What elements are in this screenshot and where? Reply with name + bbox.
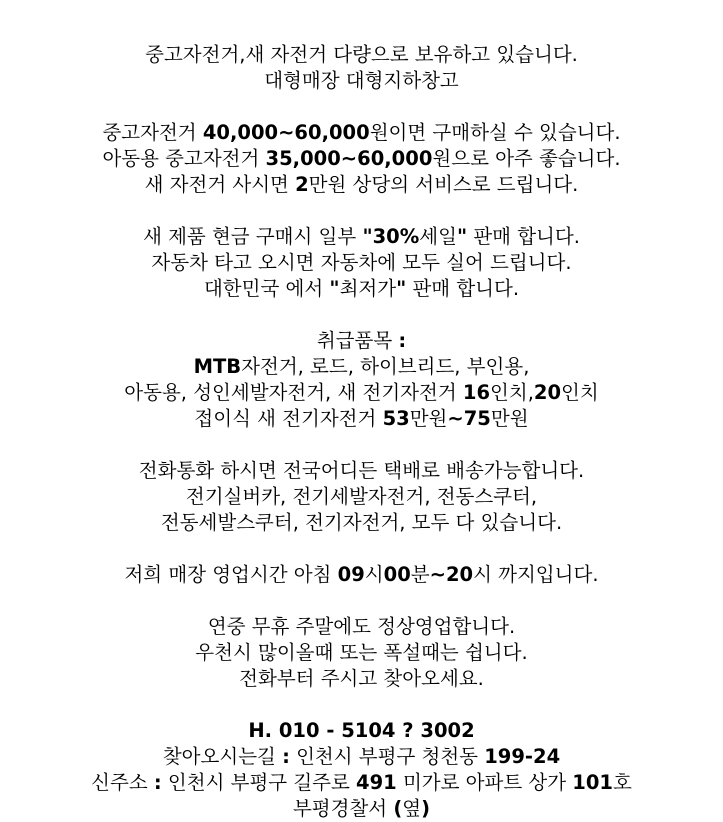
text-segment: 인천시 부평구 길주로	[161, 771, 357, 794]
text-segment: 취급품목	[316, 329, 399, 352]
paragraph-contact	[0, 718, 723, 822]
text-segment: 인치,	[490, 381, 534, 404]
text-line	[0, 354, 723, 380]
text-segment: 접이식 새 전기자전거	[194, 407, 383, 430]
text-line	[0, 484, 723, 510]
text-line	[0, 562, 723, 588]
paragraph-schedule	[0, 614, 723, 692]
text-line	[0, 328, 723, 354]
bold-text-segment: :	[282, 745, 290, 768]
text-line	[0, 224, 723, 250]
text-line	[0, 510, 723, 536]
paragraph-prices	[0, 120, 723, 198]
bold-text-segment: MTB	[193, 355, 242, 378]
text-segment: 만원	[490, 407, 529, 430]
text-segment: 시 까지입니다.	[473, 563, 599, 586]
bold-text-segment: 35,000~60,000	[265, 147, 433, 170]
text-line	[0, 68, 723, 94]
paragraph-sale	[0, 224, 723, 302]
bold-text-segment: :	[398, 329, 407, 352]
text-line	[0, 380, 723, 406]
paragraph-hours	[0, 562, 723, 588]
text-line	[0, 640, 723, 666]
paragraph-items	[0, 328, 723, 432]
paragraph-delivery	[0, 458, 723, 536]
text-segment: 미가로 아파트 상가	[396, 771, 573, 794]
text-line	[0, 172, 723, 198]
text-segment: 전기실버카, 전기세발자전거, 전동스쿠터,	[185, 485, 538, 508]
text-segment: 만원 상당의 서비스로 드립니다.	[308, 173, 579, 196]
text-segment: 연중 무휴 주말에도 정상영업합니다.	[207, 615, 516, 638]
bold-text-segment: ~75	[447, 407, 491, 430]
text-segment: 인천시 부평구 청천동	[289, 745, 485, 768]
bold-text-segment: 09	[337, 563, 365, 586]
bold-text-segment: 53	[382, 407, 410, 430]
text-line	[0, 42, 723, 68]
text-segment: 전화통화 하시면 전국어디든 택배로 배송가능합니다.	[138, 459, 585, 482]
text-line	[0, 770, 723, 796]
text-segment: 판매 합니다.	[467, 225, 580, 248]
text-segment: 찾아오시는길	[162, 745, 283, 768]
paragraph-intro	[0, 42, 723, 94]
text-segment: 부평경찰서	[292, 797, 394, 820]
text-segment: 아동용 중고자전거	[102, 147, 266, 170]
text-line	[0, 718, 723, 744]
text-segment: 옆	[402, 797, 422, 820]
text-segment: 판매 합니다.	[406, 277, 520, 300]
text-segment: 저희 매장 영업시간 아침	[124, 563, 338, 586]
bold-text-segment: "30%	[362, 225, 420, 248]
text-segment: 우천시 많이올때 또는 폭설때는 쉽니다.	[195, 641, 528, 664]
bold-text-segment: :	[153, 771, 162, 794]
text-line	[0, 120, 723, 146]
text-segment: 전화부터 주시고 찾아오세요.	[239, 667, 484, 690]
bold-text-segment: 2	[295, 173, 309, 196]
bold-text-segment: 491	[356, 771, 397, 794]
text-segment: 원으로 아주 좋습니다.	[432, 147, 621, 170]
text-line	[0, 458, 723, 484]
text-line	[0, 796, 723, 822]
bold-text-segment: 00	[383, 563, 411, 586]
text-line	[0, 744, 723, 770]
text-segment: 최저가	[339, 277, 397, 300]
bold-text-segment: "	[329, 277, 340, 300]
bold-text-segment: 199-24	[484, 745, 561, 768]
text-segment: 원이면 구매하실 수 있습니다.	[369, 121, 621, 144]
text-segment: 신주소	[91, 771, 154, 794]
text-line	[0, 614, 723, 640]
text-line	[0, 250, 723, 276]
bold-text-segment: 20	[533, 381, 562, 404]
text-segment: 전동세발스쿠터, 전기자전거, 모두 다 있습니다.	[160, 511, 563, 534]
text-line	[0, 666, 723, 692]
text-segment: 중고자전거,새 자전거 다량으로 보유하고 있습니다.	[145, 43, 578, 66]
text-segment: 시	[364, 563, 384, 586]
text-line	[0, 406, 723, 432]
bold-text-segment: (	[393, 797, 403, 820]
bold-text-segment: )	[421, 797, 431, 820]
text-segment: 자전거, 로드, 하이브리드, 부인용,	[241, 355, 530, 378]
text-segment: 중고자전거	[102, 121, 203, 144]
text-segment: 대한민국 에서	[203, 277, 330, 300]
text-segment: 자동차 타고 오시면 자동차에 모두 실어 드립니다.	[151, 251, 572, 274]
text-segment: 만원	[409, 407, 448, 430]
text-segment: 세일	[419, 225, 457, 248]
bold-text-segment: 40,000~60,000	[202, 121, 370, 144]
text-segment: 대형매장 대형지하창고	[264, 69, 459, 92]
bold-text-segment: 101	[572, 771, 613, 794]
bold-text-segment: "	[456, 225, 468, 248]
bold-text-segment: H. 010 - 5104 ? 3002	[248, 719, 475, 742]
text-segment: 분	[410, 563, 430, 586]
text-segment: 아동용, 성인세발자전거, 새 전기자전거	[124, 381, 463, 404]
text-segment: 호	[612, 771, 632, 794]
bold-text-segment: ~20	[429, 563, 474, 586]
bold-text-segment: 16	[462, 381, 491, 404]
text-segment: 새 자전거 사시면	[144, 173, 296, 196]
bold-text-segment: "	[396, 277, 407, 300]
text-segment: 인치	[561, 381, 599, 404]
text-line	[0, 146, 723, 172]
text-segment: 새 제품 현금 구매시 일부	[143, 225, 363, 248]
text-line	[0, 276, 723, 302]
